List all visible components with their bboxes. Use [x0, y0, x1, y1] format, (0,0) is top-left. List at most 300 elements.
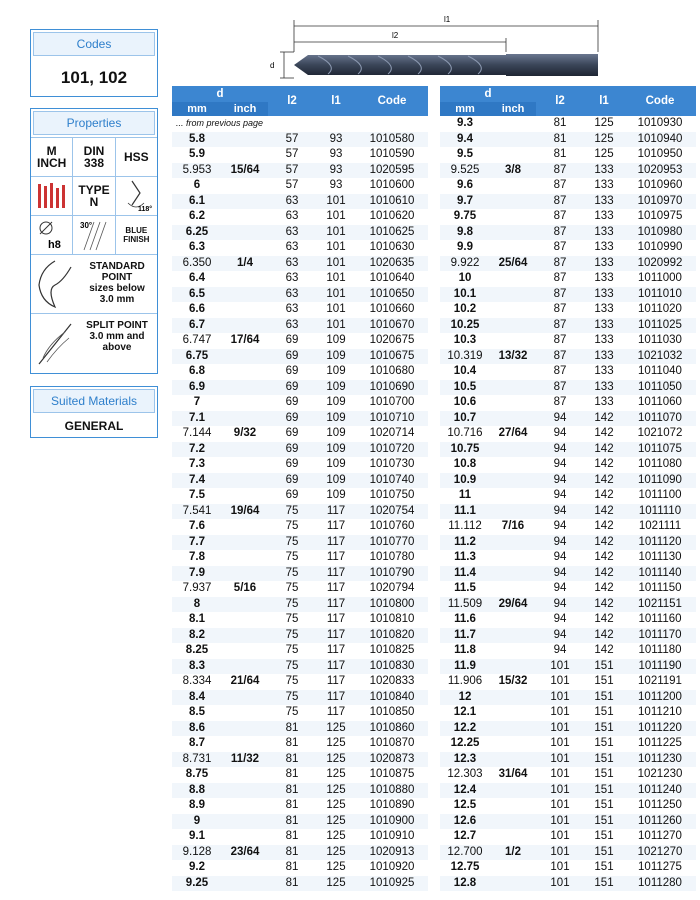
cell-mm: 11.112: [448, 520, 482, 532]
cell-l2: 101: [536, 721, 584, 737]
cell-inch: [490, 132, 536, 148]
table-row: [172, 566, 428, 582]
cell-code: 1010800: [356, 597, 428, 613]
table-row: [440, 302, 696, 318]
cell-code: 1010900: [356, 814, 428, 830]
cell-l1: 142: [584, 442, 624, 458]
cell-mm: 9.4: [440, 132, 490, 148]
cell-l1: 109: [326, 458, 346, 470]
cell-l2: 75: [268, 566, 316, 582]
cell-l1: 142: [594, 551, 614, 563]
cell-l2: 101: [550, 737, 570, 749]
table-row: [172, 287, 428, 303]
cell-l1: 133: [594, 179, 614, 191]
cell-code: 1010630: [369, 241, 415, 253]
cell-l2: 69: [285, 458, 299, 470]
table-row: [172, 829, 428, 845]
cell-mm: 6.747: [182, 334, 212, 346]
table-row: [440, 209, 696, 225]
cell-l2: 75: [268, 659, 316, 675]
cell-code: 1010600: [369, 179, 415, 191]
blue-finish-badge: BLUE FINISH: [123, 226, 150, 244]
table-row: [172, 132, 428, 148]
cell-l1: 109: [316, 380, 356, 396]
cell-l2: 94: [536, 535, 584, 551]
cell-code: 1011225: [638, 737, 682, 749]
cell-code: 1010925: [356, 876, 428, 892]
cell-code: 1010760: [369, 520, 415, 532]
table-row: [440, 860, 696, 876]
cell-inch: [490, 752, 536, 768]
cell-mm: 10.25: [440, 318, 490, 334]
cell-mm: 12.303: [447, 768, 483, 780]
svg-text:h8: h8: [47, 239, 61, 251]
standard-point-section: [31, 254, 157, 313]
cell-inch: [222, 194, 268, 210]
cell-l1: 133: [594, 396, 614, 408]
cell-l2: 81: [268, 721, 316, 737]
cell-l2: 75: [268, 597, 316, 613]
cell-mm: 8.7: [189, 737, 205, 749]
cell-l2: 75: [285, 613, 299, 625]
cell-code: 1010890: [369, 799, 415, 811]
table-row: [440, 349, 696, 365]
cell-inch: 9/32: [233, 427, 257, 439]
table-row: [440, 147, 696, 163]
cell-inch: [490, 333, 536, 349]
cell-l1: 101: [316, 225, 356, 241]
cell-l2: 101: [550, 799, 570, 811]
cell-inch: [222, 783, 268, 799]
table-row: [440, 318, 696, 334]
cell-inch: 7/16: [501, 520, 525, 532]
table-row: [440, 256, 696, 272]
cell-l1: 133: [584, 349, 624, 365]
cell-code: 1010690: [356, 380, 428, 396]
cell-inch: [222, 271, 268, 287]
cell-l2: 81: [536, 132, 584, 148]
cell-l1: 151: [594, 675, 614, 687]
table-row: [440, 767, 696, 783]
cell-code: 1010830: [356, 659, 428, 675]
cell-l1: 142: [594, 582, 614, 594]
cell-inch: 17/64: [230, 334, 260, 346]
cell-mm: 8.75: [185, 768, 209, 780]
cell-l1: 133: [584, 380, 624, 396]
cell-l1: 125: [316, 783, 356, 799]
cell-inch: [490, 271, 536, 287]
cell-l2: 75: [285, 644, 299, 656]
split-point-icon: [35, 318, 75, 368]
table-row: [440, 225, 696, 241]
cell-l1: 101: [326, 210, 346, 222]
tolerance-h8-icon: [31, 216, 73, 254]
cell-code: 1011160: [638, 613, 682, 625]
cell-code: 1010880: [356, 783, 428, 799]
svg-text:118°: 118°: [138, 206, 153, 213]
cell-l1: 151: [584, 721, 624, 737]
cell-l1: 93: [316, 163, 356, 179]
table-row: [172, 783, 428, 799]
cell-code: 1020833: [369, 675, 415, 687]
cell-mm: 8.334: [182, 675, 212, 687]
table-row: [440, 271, 696, 287]
col-code: Code: [356, 86, 428, 116]
cell-l2: 101: [550, 706, 570, 718]
cell-mm: 8.2: [172, 628, 222, 644]
cell-mm: 6.75: [172, 349, 222, 365]
table-row: [172, 860, 428, 876]
cell-l1: 101: [326, 241, 346, 253]
table-row: [440, 364, 696, 380]
cell-l2: 81: [268, 752, 316, 768]
cell-code: 1010740: [356, 473, 428, 489]
cell-code: 1010660: [369, 303, 415, 315]
cell-mm: 11.3: [454, 551, 476, 563]
cell-l2: 101: [536, 845, 584, 861]
table-row: [172, 845, 428, 861]
cell-l1: 151: [594, 799, 614, 811]
cell-inch: [222, 705, 268, 721]
cell-l1: 101: [326, 272, 346, 284]
cell-code: 1010780: [369, 551, 415, 563]
cell-mm: 9.25: [172, 876, 222, 892]
cell-l2: 87: [553, 272, 567, 284]
table-row: [440, 814, 696, 830]
cell-l2: 81: [268, 783, 316, 799]
cell-l2: 81: [268, 845, 316, 861]
table-row: [172, 380, 428, 396]
cell-inch: [222, 721, 268, 737]
materials-title: Suited Materials: [33, 389, 155, 413]
cell-mm: 7.4: [172, 473, 222, 489]
table-row: [172, 240, 428, 256]
table-row: [440, 132, 696, 148]
cell-inch: [222, 488, 268, 504]
col-l2: l2: [268, 86, 316, 116]
cell-mm: 10.1: [440, 287, 490, 303]
table-row: [172, 659, 428, 675]
cell-code: 1010910: [369, 830, 415, 842]
table-row: [172, 767, 428, 783]
cell-code: 1011250: [638, 799, 682, 811]
table-row: [172, 473, 428, 489]
cell-inch: [490, 798, 536, 814]
cell-code: 1021270: [624, 845, 696, 861]
cell-l2: 87: [536, 318, 584, 334]
cell-mm: 6: [193, 179, 201, 191]
cell-inch: [222, 380, 268, 396]
cell-mm: 12.7: [453, 830, 477, 842]
cell-code: 1010650: [356, 287, 428, 303]
cell-l1: 117: [316, 690, 356, 706]
cell-l2: 69: [268, 380, 316, 396]
cell-l2: 87: [536, 349, 584, 365]
cell-mm: 12.4: [440, 783, 490, 799]
cell-code: 1010670: [356, 318, 428, 334]
cell-l1: 109: [316, 473, 356, 489]
cell-l2: 69: [268, 442, 316, 458]
cell-code: 1011100: [638, 489, 682, 501]
cell-code: 1010850: [369, 706, 415, 718]
table-row: [440, 442, 696, 458]
table-row: [440, 736, 696, 752]
table-row: [440, 659, 696, 675]
cell-code: 1011190: [624, 659, 696, 675]
helix-angle-icon: [73, 216, 115, 254]
cell-l1: 151: [584, 752, 624, 768]
cell-mm: 7: [193, 396, 201, 408]
table-row: [172, 752, 428, 768]
cell-code: 1011025: [624, 318, 696, 334]
cell-mm: 5.8: [172, 132, 222, 148]
cell-code: 1020754: [356, 504, 428, 520]
cell-inch: 23/64: [222, 845, 268, 861]
cell-code: 1011030: [638, 334, 682, 346]
col-l1: l1: [316, 86, 356, 116]
cell-mm: 11.906: [447, 675, 483, 687]
cell-mm: 9.525: [440, 163, 490, 179]
cell-code: 1011040: [638, 365, 682, 377]
cell-l1: 117: [326, 613, 346, 625]
cell-l1: 151: [594, 706, 614, 718]
cell-code: 1020873: [356, 752, 428, 768]
cell-inch: [490, 814, 536, 830]
hss-badge: HSS: [123, 150, 149, 164]
cell-l1: 117: [316, 597, 356, 613]
cell-code: 1010870: [369, 737, 415, 749]
cell-l2: 57: [285, 148, 299, 160]
standard-point-label-1: STANDARD: [89, 261, 145, 272]
cell-l1: 142: [584, 411, 624, 427]
cell-l1: 109: [326, 396, 346, 408]
table-row: [440, 566, 696, 582]
table-row: [440, 287, 696, 303]
table-row: [440, 752, 696, 768]
cell-mm: 5.953: [172, 163, 222, 179]
table-row: [172, 488, 428, 504]
cell-l2: 94: [536, 442, 584, 458]
cell-inch: [490, 240, 536, 256]
cell-mm: 11.4: [440, 566, 490, 582]
cell-l1: 142: [594, 520, 614, 532]
cell-inch: 21/64: [230, 675, 260, 687]
cell-l2: 69: [285, 489, 299, 501]
cell-l1: 125: [326, 830, 346, 842]
cell-l1: 109: [316, 442, 356, 458]
cell-inch: [222, 643, 268, 659]
cell-l2: 87: [553, 241, 567, 253]
cell-inch: [490, 535, 536, 551]
cell-l2: 87: [553, 179, 567, 191]
cell-mm: 10.2: [453, 303, 477, 315]
cell-l1: 151: [584, 876, 624, 892]
table-row: [440, 674, 696, 690]
cell-code: 1020595: [356, 163, 428, 179]
table-row: [440, 783, 696, 799]
table-row: [440, 380, 696, 396]
cell-code: 1010610: [356, 194, 428, 210]
cell-inch: [222, 814, 268, 830]
cell-l2: 87: [536, 287, 584, 303]
cell-l1: 109: [326, 489, 346, 501]
table-row: [440, 333, 696, 349]
cell-inch: [222, 132, 268, 148]
table-row: [172, 457, 428, 473]
cell-l1: 101: [316, 194, 356, 210]
col-mm: mm: [440, 102, 490, 116]
cell-l2: 101: [550, 768, 570, 780]
cell-l1: 101: [316, 318, 356, 334]
table-row: [440, 535, 696, 551]
cell-mm: 9.75: [453, 210, 477, 222]
cell-l1: 117: [316, 566, 356, 582]
cell-l2: 94: [536, 504, 584, 520]
cell-mm: 7.1: [172, 411, 222, 427]
cell-mm: 7.6: [189, 520, 205, 532]
cell-l1: 142: [584, 504, 624, 520]
table-row: [172, 256, 428, 272]
cell-l1: 117: [316, 628, 356, 644]
cell-l2: 81: [285, 799, 299, 811]
cell-inch: [490, 783, 536, 799]
cell-l2: 69: [285, 396, 299, 408]
cell-l2: 87: [553, 365, 567, 377]
cell-l1: 142: [594, 458, 614, 470]
cell-l1: 133: [584, 287, 624, 303]
cell-l2: 87: [536, 256, 584, 272]
cell-l2: 75: [285, 520, 299, 532]
table-row: [440, 411, 696, 427]
cell-inch: 19/64: [222, 504, 268, 520]
cell-code: 1020992: [624, 256, 696, 272]
cell-l2: 94: [536, 628, 584, 644]
din-badge: DIN 338: [73, 138, 115, 176]
table-row: [172, 690, 428, 706]
table-row: [172, 163, 428, 179]
cell-l2: 81: [553, 117, 567, 129]
cell-inch: [222, 612, 268, 628]
cell-l2: 87: [536, 163, 584, 179]
cell-inch: [222, 628, 268, 644]
cell-l2: 101: [536, 659, 584, 675]
split-point-label: SPLIT POINT: [86, 320, 148, 331]
cell-mm: 7.3: [189, 458, 205, 470]
cell-code: 1010980: [624, 225, 696, 241]
cell-code: 1010960: [637, 179, 683, 191]
cell-inch: [490, 736, 536, 752]
cell-inch: [490, 194, 536, 210]
cell-l2: 94: [553, 644, 567, 656]
table-row: [172, 178, 428, 194]
cell-inch: [222, 178, 268, 194]
cell-l1: 117: [326, 551, 346, 563]
cell-mm: 11.5: [454, 582, 476, 594]
table-row: [440, 504, 696, 520]
cell-inch: 31/64: [498, 768, 528, 780]
table-row: [440, 519, 696, 535]
table-row: [440, 876, 696, 892]
cell-l2: 63: [268, 194, 316, 210]
cell-mm: 8.3: [172, 659, 222, 675]
cell-l1: 109: [326, 427, 346, 439]
cell-inch: [490, 364, 536, 380]
point-angle-icon: [116, 177, 157, 215]
cell-l2: 101: [536, 783, 584, 799]
cell-inch: [222, 364, 268, 380]
col-d: d: [172, 86, 268, 102]
cell-inch: [222, 566, 268, 582]
cell-l1: 101: [316, 287, 356, 303]
cell-mm: 9.128: [172, 845, 222, 861]
cell-mm: 11.1: [440, 504, 490, 520]
cell-l1: 151: [584, 690, 624, 706]
cell-mm: 9.3: [457, 117, 473, 129]
cell-mm: 7.9: [172, 566, 222, 582]
cell-mm: 10.6: [453, 396, 477, 408]
cell-l2: 94: [553, 458, 567, 470]
cell-code: 1021230: [637, 768, 683, 780]
cell-l2: 63: [285, 303, 299, 315]
cell-code: 1010860: [356, 721, 428, 737]
cell-inch: [490, 628, 536, 644]
table-row: [172, 550, 428, 566]
table-row: [172, 225, 428, 241]
cell-l2: 94: [553, 613, 567, 625]
cell-l2: 69: [268, 349, 316, 365]
cell-l2: 94: [536, 597, 584, 613]
col-inch: inch: [490, 102, 536, 116]
cell-l2: 87: [553, 396, 567, 408]
spec-table-right: [440, 86, 696, 891]
cell-l2: 81: [285, 861, 299, 873]
cell-inch: [222, 209, 268, 225]
cell-inch: [222, 287, 268, 303]
cell-l1: 117: [316, 535, 356, 551]
cell-l1: 93: [329, 179, 343, 191]
col-d: d: [440, 86, 536, 102]
cell-inch: 25/64: [490, 256, 536, 272]
cell-code: 1011075: [624, 442, 696, 458]
table-row: [172, 736, 428, 752]
cell-l2: 94: [553, 427, 567, 439]
cell-mm: 6.6: [189, 303, 205, 315]
materials-value: GENERAL: [64, 419, 124, 433]
cell-l2: 75: [268, 628, 316, 644]
cell-l1: 125: [316, 721, 356, 737]
cell-l2: 101: [550, 830, 570, 842]
cell-inch: [490, 504, 536, 520]
cell-inch: [222, 442, 268, 458]
cell-code: 1010940: [624, 132, 696, 148]
cell-code: 1010730: [369, 458, 415, 470]
table-row: [440, 550, 696, 566]
cell-inch: [222, 457, 268, 473]
cell-l2: 69: [285, 365, 299, 377]
cell-l1: 142: [584, 473, 624, 489]
cell-code: 1011120: [624, 535, 696, 551]
cell-mm: 8.6: [172, 721, 222, 737]
cell-code: 1010810: [369, 613, 415, 625]
cell-inch: [490, 876, 536, 892]
col-inch: inch: [222, 102, 268, 116]
table-row: [172, 426, 428, 442]
cell-l2: 69: [268, 411, 316, 427]
cell-mm: 9.5: [457, 148, 473, 160]
cell-l1: 142: [584, 597, 624, 613]
cell-mm: 9.1: [189, 830, 205, 842]
cell-code: 1010720: [356, 442, 428, 458]
